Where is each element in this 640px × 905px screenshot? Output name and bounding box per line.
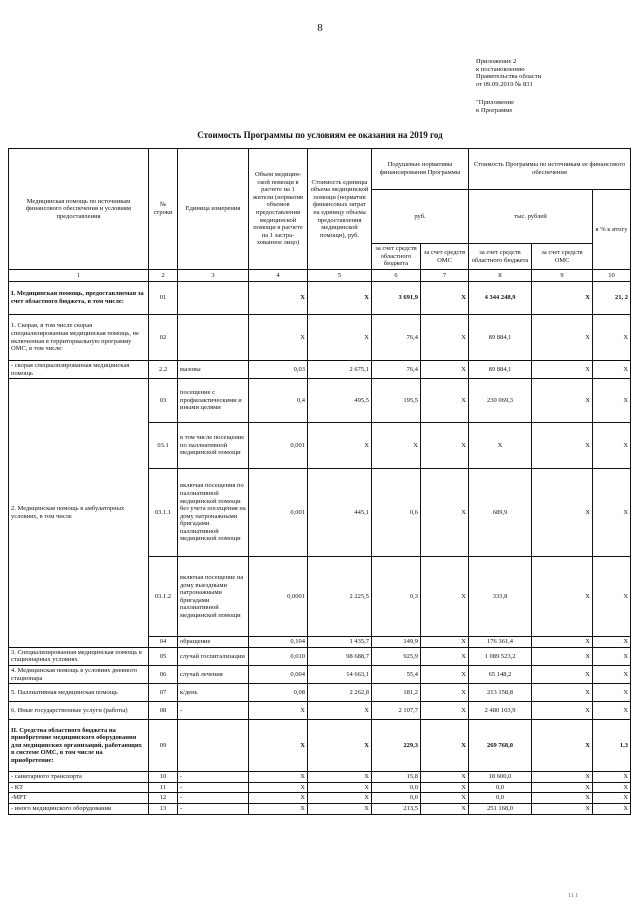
value-cell: X — [593, 684, 631, 702]
value-cell: X — [532, 379, 593, 423]
column-number: 10 — [593, 270, 631, 282]
table-row — [9, 684, 631, 702]
value-cell: 0,0001 — [249, 557, 308, 637]
row-number: 01 — [149, 282, 178, 315]
value-cell: 2 107,7 — [372, 702, 421, 720]
table-row — [9, 665, 631, 683]
row-label: - скорая специализированная медицинская помощь — [9, 361, 149, 379]
value-cell: X — [532, 637, 593, 648]
row-number: 03.1.1 — [149, 469, 178, 557]
value-cell: X — [308, 423, 372, 469]
row-label: 2. Медицинская помощь в амбулаторных условиях, в том числе — [9, 379, 149, 648]
column-number: 4 — [249, 270, 308, 282]
value-cell: X — [469, 423, 532, 469]
value-cell: X — [532, 702, 593, 720]
value-cell: X — [532, 772, 593, 783]
cost-table — [8, 148, 631, 815]
table-row — [9, 282, 631, 315]
column-number: 1 — [9, 270, 149, 282]
row-number: 11 — [149, 782, 178, 793]
value-cell: 251 168,0 — [469, 803, 532, 814]
value-cell: X — [249, 282, 308, 315]
value-cell: 0,4 — [249, 379, 308, 423]
column-number: 8 — [469, 270, 532, 282]
value-cell: X — [593, 782, 631, 793]
appendix-line: Приложение 2 — [476, 58, 517, 65]
value-cell: X — [593, 647, 631, 665]
row-label: 4. Медицинская помощь в условиях дневного стационара — [9, 665, 149, 683]
unit-cell: - — [178, 793, 249, 804]
row-label: - КТ — [9, 782, 149, 793]
value-cell: 149,9 — [372, 637, 421, 648]
value-cell: X — [532, 665, 593, 683]
value-cell: 0,001 — [249, 423, 308, 469]
row-number: 13 — [149, 803, 178, 814]
value-cell: X — [421, 647, 469, 665]
value-cell: 213 158,8 — [469, 684, 532, 702]
column-number: 6 — [372, 270, 421, 282]
appendix-line: к постановлению — [476, 65, 525, 73]
unit-cell: случай лечения — [178, 665, 249, 683]
value-cell: 2 225,5 — [308, 557, 372, 637]
unit-cell: включая посещение на дому выездными патронажными бригадами паллиативной медицинской помощи — [178, 557, 249, 637]
column-number: 3 — [178, 270, 249, 282]
value-cell: 689,9 — [469, 469, 532, 557]
value-cell: X — [421, 315, 469, 361]
unit-cell: в том числе посещение по паллиативной медицинской помощи — [178, 423, 249, 469]
header-cell: Стоимость Программы по источникам ее финансового обеспечения — [469, 149, 631, 190]
value-cell: 1,3 — [593, 720, 631, 772]
value-cell: X — [249, 720, 308, 772]
row-label: 3. Специализированная медицинская помощь в стационарных условиях — [9, 647, 149, 665]
unit-cell: включая посещения по паллиативной медицинской помощи без учета посещения на дому патронажными бригадами паллиативной медицинской помощи — [178, 469, 249, 557]
value-cell: 495,5 — [308, 379, 372, 423]
header-cell: № строки — [149, 149, 178, 270]
value-cell: X — [593, 803, 631, 814]
value-cell: X — [532, 647, 593, 665]
table-row — [9, 647, 631, 665]
value-cell: 1 089 523,2 — [469, 647, 532, 665]
value-cell: X — [532, 803, 593, 814]
value-cell: 89 884,1 — [469, 315, 532, 361]
value-cell: X — [421, 684, 469, 702]
table-row — [9, 803, 631, 814]
row-number: 09 — [149, 720, 178, 772]
value-cell: 0,004 — [249, 665, 308, 683]
header-row — [9, 149, 631, 190]
value-cell: X — [421, 803, 469, 814]
value-cell: X — [421, 793, 469, 804]
table-row — [9, 702, 631, 720]
page-number: 8 — [317, 22, 323, 34]
value-cell: 0,6 — [372, 469, 421, 557]
header-cell: Подушевые нормативы финансирования Программы — [372, 149, 469, 190]
value-cell: X — [249, 772, 308, 783]
row-number: 12 — [149, 793, 178, 804]
column-number: 9 — [532, 270, 593, 282]
header-cell: Стоимость единицы объема медицинской помощи (норматив финансовых затрат на единицу объема предоставления медицинской помощи), руб. — [308, 149, 372, 270]
value-cell: 18 600,0 — [469, 772, 532, 783]
value-cell: X — [421, 637, 469, 648]
value-cell: X — [421, 379, 469, 423]
value-cell: 213,5 — [372, 803, 421, 814]
header-cell: за счет средств областного бюджета — [469, 244, 532, 270]
row-number: 08 — [149, 702, 178, 720]
table-row — [9, 782, 631, 793]
value-cell: X — [308, 793, 372, 804]
unit-cell: обращение — [178, 637, 249, 648]
value-cell: X — [532, 361, 593, 379]
value-cell: X — [372, 423, 421, 469]
table-row — [9, 793, 631, 804]
value-cell: 1 435,7 — [308, 637, 372, 648]
value-cell: X — [593, 361, 631, 379]
unit-cell: случай госпитализации — [178, 647, 249, 665]
value-cell: X — [249, 803, 308, 814]
value-cell: X — [593, 315, 631, 361]
appendix-line: от 09.09.2019 № 831 — [476, 80, 533, 88]
value-cell: X — [421, 361, 469, 379]
row-label: - иного медицинского оборудования — [9, 803, 149, 814]
column-number: 2 — [149, 270, 178, 282]
value-cell: 229,3 — [372, 720, 421, 772]
value-cell: X — [593, 793, 631, 804]
row-number: 05 — [149, 647, 178, 665]
row-number: 03 — [149, 379, 178, 423]
header-cell: Объем медицин-ской помощи в расчете на 1 жители (норматив объемов предоставления медицинской помощи в расчете на 1 застра-хованное лицо) — [249, 149, 308, 270]
unit-cell — [178, 315, 249, 361]
value-cell: X — [532, 782, 593, 793]
value-cell: X — [593, 469, 631, 557]
value-cell: X — [593, 702, 631, 720]
row-label: -МРТ — [9, 793, 149, 804]
header-cell: за счет средств областного бюджета — [372, 244, 421, 270]
value-cell: 0,03 — [249, 361, 308, 379]
value-cell: X — [421, 469, 469, 557]
value-cell: 98 688,7 — [308, 647, 372, 665]
value-cell: 925,9 — [372, 647, 421, 665]
value-cell: 0,08 — [249, 684, 308, 702]
row-number: 03.1 — [149, 423, 178, 469]
column-number-row — [9, 270, 631, 282]
value-cell: X — [532, 315, 593, 361]
value-cell: X — [308, 282, 372, 315]
value-cell: 0,104 — [249, 637, 308, 648]
appendix-line: "Приложение — [476, 99, 515, 106]
table-row — [9, 720, 631, 772]
value-cell: 195,5 — [372, 379, 421, 423]
table-row — [9, 379, 631, 423]
header-cell: Медицинская помощь по источникам финансового обеспечения и условиям предоставления — [9, 149, 149, 270]
table-row — [9, 315, 631, 361]
value-cell: 0,0 — [469, 793, 532, 804]
value-cell: 0,3 — [372, 557, 421, 637]
value-cell: X — [593, 379, 631, 423]
value-cell: 445,1 — [308, 469, 372, 557]
value-cell: 76,4 — [372, 361, 421, 379]
value-cell: X — [532, 423, 593, 469]
appendix-line: к Программе — [476, 106, 513, 114]
table-row — [9, 361, 631, 379]
value-cell: X — [532, 282, 593, 315]
appendix-line: Правительства области — [476, 73, 542, 81]
value-cell: X — [421, 282, 469, 315]
header-cell: за счет средств ОМС — [532, 244, 593, 270]
row-number: 06 — [149, 665, 178, 683]
value-cell: 14 663,1 — [308, 665, 372, 683]
value-cell: X — [308, 772, 372, 783]
value-cell: 76,4 — [372, 315, 421, 361]
column-number: 5 — [308, 270, 372, 282]
value-cell: 176 361,4 — [469, 637, 532, 648]
header-cell: руб. — [372, 190, 469, 244]
value-cell: 181,2 — [372, 684, 421, 702]
value-cell: 55,4 — [372, 665, 421, 683]
value-cell: X — [308, 702, 372, 720]
document-title: Стоимость Программы по условиям ее оказания на 2019 год — [197, 130, 443, 140]
value-cell: X — [593, 665, 631, 683]
row-number: 03.1.2 — [149, 557, 178, 637]
value-cell: X — [249, 315, 308, 361]
value-cell: X — [249, 793, 308, 804]
value-cell: X — [532, 557, 593, 637]
page-footnote: 11 1 — [568, 893, 579, 899]
value-cell: X — [421, 720, 469, 772]
value-cell: 269 768,0 — [469, 720, 532, 772]
row-number: 2.2 — [149, 361, 178, 379]
row-number: 07 — [149, 684, 178, 702]
value-cell: 4 344 248,9 — [469, 282, 532, 315]
value-cell: 2 480 103,9 — [469, 702, 532, 720]
value-cell: 333,8 — [469, 557, 532, 637]
appendix-note-2 — [476, 99, 514, 114]
value-cell: X — [593, 557, 631, 637]
unit-cell: к/день — [178, 684, 249, 702]
value-cell: X — [593, 637, 631, 648]
row-label: 5. Паллиативная медицинская помощь — [9, 684, 149, 702]
unit-cell: - — [178, 803, 249, 814]
column-number: 7 — [421, 270, 469, 282]
value-cell: X — [532, 793, 593, 804]
unit-cell — [178, 282, 249, 315]
value-cell: X — [532, 469, 593, 557]
row-label: - санитарного транспорта — [9, 772, 149, 783]
value-cell: 3 691,9 — [372, 282, 421, 315]
value-cell: X — [308, 720, 372, 772]
value-cell: 2 262,8 — [308, 684, 372, 702]
value-cell: 65 148,2 — [469, 665, 532, 683]
unit-cell: вызовы — [178, 361, 249, 379]
value-cell: X — [421, 665, 469, 683]
value-cell: 21, 2 — [593, 282, 631, 315]
value-cell: X — [421, 782, 469, 793]
unit-cell: посещение с профилактическими и иными целями — [178, 379, 249, 423]
row-label: I. Медицинская помощь, предоставляемая за счет областного бюджета, в том числе: — [9, 282, 149, 315]
value-cell: 230 069,3 — [469, 379, 532, 423]
unit-cell — [178, 720, 249, 772]
value-cell: 0,0 — [372, 793, 421, 804]
value-cell: X — [308, 315, 372, 361]
row-label: 1. Скорая, в том числе скорая специализированная медицинская помощь, не включенная в территориальную программу ОМС, в том числе: — [9, 315, 149, 361]
value-cell: 0,001 — [249, 469, 308, 557]
row-number: 04 — [149, 637, 178, 648]
header-cell: в % к итогу — [593, 190, 631, 270]
value-cell: X — [249, 702, 308, 720]
row-number: 02 — [149, 315, 178, 361]
value-cell: X — [421, 772, 469, 783]
value-cell: X — [593, 772, 631, 783]
value-cell: 15,8 — [372, 772, 421, 783]
value-cell: 89 884,1 — [469, 361, 532, 379]
unit-cell: - — [178, 772, 249, 783]
value-cell: X — [532, 684, 593, 702]
value-cell: X — [593, 423, 631, 469]
table-row — [9, 772, 631, 783]
value-cell: X — [421, 557, 469, 637]
value-cell: X — [532, 720, 593, 772]
row-label: II. Средства областного бюджета на приобретение медицинского оборудования для медицинских организаций, работающих в системе ОМС, в том числе на приобретение: — [9, 720, 149, 772]
value-cell: 0,010 — [249, 647, 308, 665]
value-cell: X — [308, 782, 372, 793]
value-cell: X — [421, 702, 469, 720]
value-cell: X — [421, 423, 469, 469]
value-cell: X — [308, 803, 372, 814]
unit-cell: - — [178, 702, 249, 720]
unit-cell: - — [178, 782, 249, 793]
appendix-note — [476, 58, 541, 88]
value-cell: X — [249, 782, 308, 793]
value-cell: 2 675,1 — [308, 361, 372, 379]
header-cell: тыс. рублей — [469, 190, 593, 244]
row-label: 6. Иные государственные услуги (работы) — [9, 702, 149, 720]
value-cell: 0,0 — [372, 782, 421, 793]
value-cell: 0,0 — [469, 782, 532, 793]
header-cell: Единица измерения — [178, 149, 249, 270]
row-number: 10 — [149, 772, 178, 783]
header-cell: за счет средств ОМС — [421, 244, 469, 270]
